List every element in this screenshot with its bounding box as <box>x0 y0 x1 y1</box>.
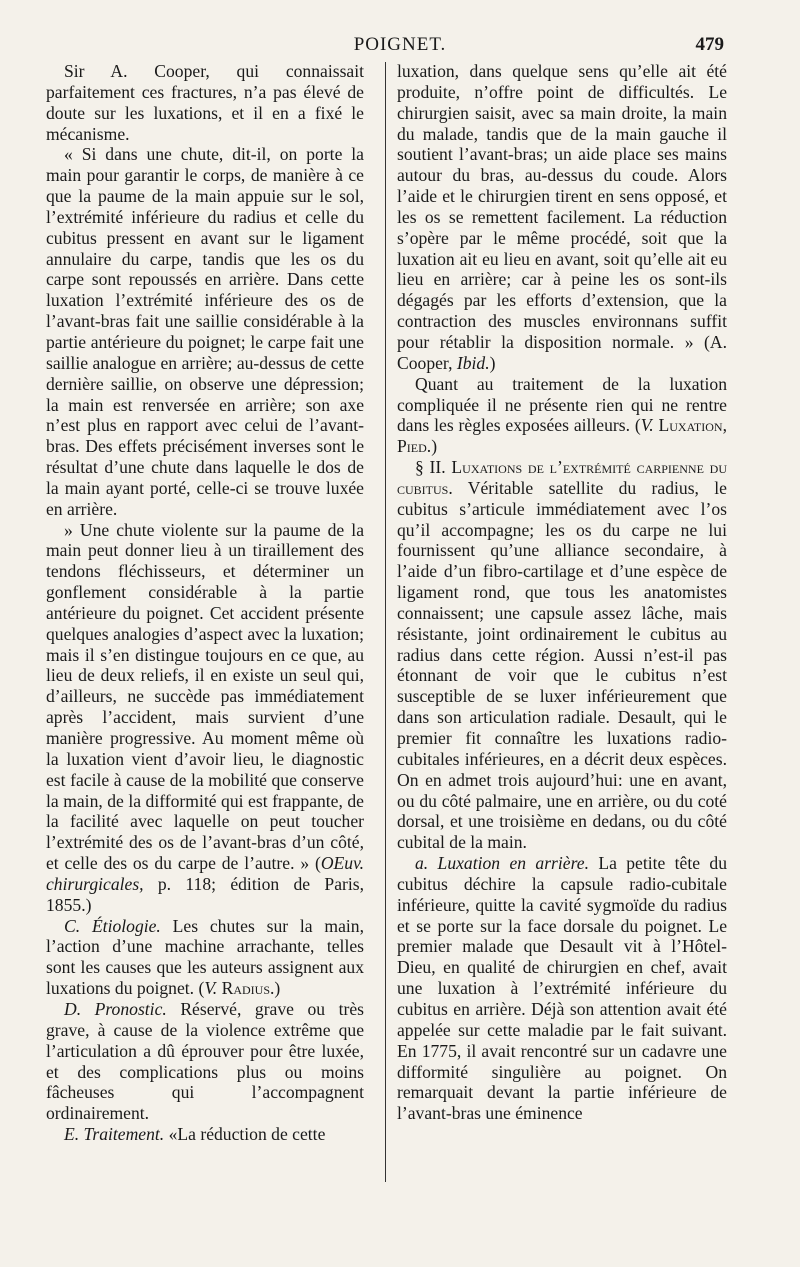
text: Véritable satellite du radius, le cubitus s’articule immédiatement avec l’os qu’il accompagne; les os du carpe ne lui fournissent qu’une alliance secondaire, à l’aide d’un fibro-cartilage et d’une espèce de ligament rond, que tous les anatomistes connaissent; une capsule assez lâche, mais résistante, joint ordinairement le cubitus au radius dans cette région. Aussi n’est-il pas étonnant de voir que le cubitus n’est susceptible de se luxer inférieurement que dans son articulation radiale. Desault, qui le premier fit connaître les luxations radio-cubitales inférieures, en a décrit deux espèces. On en admet trois aujourd’hui: une en avant, ou du côté palmaire, une en arrière, ou du coté dorsal, et une troisième en dedans, ou du côté cubital de la main. <box>397 477 727 853</box>
text: luxation, dans quelque sens qu’elle ait été produite, n’offre point de difficultés. Le chirurgien saisit, avec sa main droite, la main du malade, tandis que de la main gauche il soutient l’avant-bras; un aide place ses mains autour du bras, au-dessus du coude. Alors l’aide et le chirurgien tirent en sens opposé, et les os se remettent facilement. La réduction s’opère par le même procédé, soit que la luxation ait eu lieu en avant, soit qu’elle ait eu lieu en arrière; car à peine les os sont-ils dégagés par les efforts d’extension, que la contraction des muscles environnans suffit pour rétablir la disposition normale. » (A. Cooper, <box>397 61 727 373</box>
text: ) <box>489 352 496 373</box>
paragraph <box>46 916 364 999</box>
left-column <box>46 61 364 1145</box>
text: Les chutes sur la main, l’action d’une machine arrachante, telles sont les causes que les auteurs assignent aux luxations du poignet. ( <box>46 915 364 999</box>
text: Quant au traitement de la luxation compliquée il ne présente rien qui ne rentre dans les règles exposées ailleurs. ( <box>397 373 727 436</box>
cross-ref-marker: V. <box>204 978 218 999</box>
paragraph <box>46 1124 364 1145</box>
page-number: 479 <box>695 34 724 55</box>
running-head: POIGNET. <box>353 34 447 55</box>
cross-ref-marker: V. <box>640 415 654 436</box>
paragraph <box>397 61 727 374</box>
paragraph <box>397 853 727 1124</box>
text: » Une chute violente sur la paume de la main peut donner lieu à un tiraillement des tendons fléchisseurs, et déterminer un gonflement considérable à la partie antérieure du poignet. Cet accident présente quelques analogies d’aspect avec la luxation; mais il s’en distingue toujours en ce que, au lieu de deux reliefs, il en existe un seul qui, d’ailleurs, ne succède pas immédiatement après l’accident, mais survient d’une manière progressive. Au moment même où la luxation vient d’avoir lieu, le diagnostic est facile à cause de la mobilité que conserve la main, de la difformité qui est frappante, de la facilité avec laquelle on peut toucher l’extrémité des os de l’avant-bras d’un côté, et celle des os du carpe de l’autre. » ( <box>46 519 364 874</box>
paragraph <box>397 457 727 853</box>
citation: Ibid. <box>456 352 490 373</box>
section-heading: D. Pronostic. <box>64 998 167 1019</box>
citation: OEuv. chirurgicales, <box>46 853 364 894</box>
text: p. 118; édition de Paris, 1855.) <box>46 873 364 915</box>
text: «La réduction de cette <box>164 1124 326 1145</box>
paragraph <box>46 999 364 1124</box>
right-column <box>397 61 727 1124</box>
cross-reference: Radius. <box>217 978 275 999</box>
section-heading: C. Étiologie. <box>64 915 161 936</box>
column-divider <box>385 62 386 1182</box>
paragraph: Sir A. Cooper, qui connaissait parfaitement ces fractures, n’a pas élevé de doute sur les luxations, et il en a fixé le mécanisme. <box>46 61 364 144</box>
section-heading: a. Luxation en arrière. <box>415 853 589 874</box>
paragraph <box>397 374 727 457</box>
section-heading: E. Traitement. <box>64 1124 165 1145</box>
text: ) <box>431 436 438 457</box>
text: La petite tête du cubitus déchire la capsule radio-cubitale inférieure, quitte la cavité sygmoïde du radius et se porte sur la face dorsale du poignet. Le premier malade que Desault vit à l’Hôtel-Dieu, en qualité de chirurgien en chef, avait une luxation à l’extrémité inférieure du cubitus en arrière. Déjà son attention avait été appelée sur cette maladie par le fait suivant. En 1775, il avait rencontré sur un cadavre une difformité singulière au poignet. On remarquait devant la partie inférieure de l’avant-bras une éminence <box>397 853 727 1124</box>
text: ) <box>274 978 281 999</box>
text: Réservé, grave ou très grave, à cause de la violence extrême que l’articulation a dû éprouver pour être luxée, et des complications plus ou moins fâcheuses qui l’accompagnent ordinairement. <box>46 998 364 1124</box>
paragraph: « Si dans une chute, dit-il, on porte la main pour garantir le corps, de manière à ce que la paume de la main appuie sur le sol, l’extrémité inférieure du radius et celle du cubitus pressent en avant sur le ligament annulaire du carpe, tandis que les os du carpe sont repoussés en arrière. Dans cette luxation l’extrémité inférieure des os de l’avant-bras fait une saillie considérable à la partie antérieure du poignet; le carpe fait une saillie analogue en arrière; au-dessus de cette dernière saillie, on observe une dépression; la main est renversée en arrière; son axe n’est plus en rapport avec celui de l’avant-bras. Des effets précisément inverses sont le résultat d’une chute dans laquelle le dos de la main ayant porté, celle-ci se trouve luxée en arrière. <box>46 144 364 519</box>
cross-reference: Luxation, Pied. <box>397 415 727 457</box>
section-heading: § II. Luxations de l’extrémité carpienne du cubitus. <box>397 457 727 498</box>
paragraph <box>46 520 364 916</box>
page-header <box>0 34 800 60</box>
